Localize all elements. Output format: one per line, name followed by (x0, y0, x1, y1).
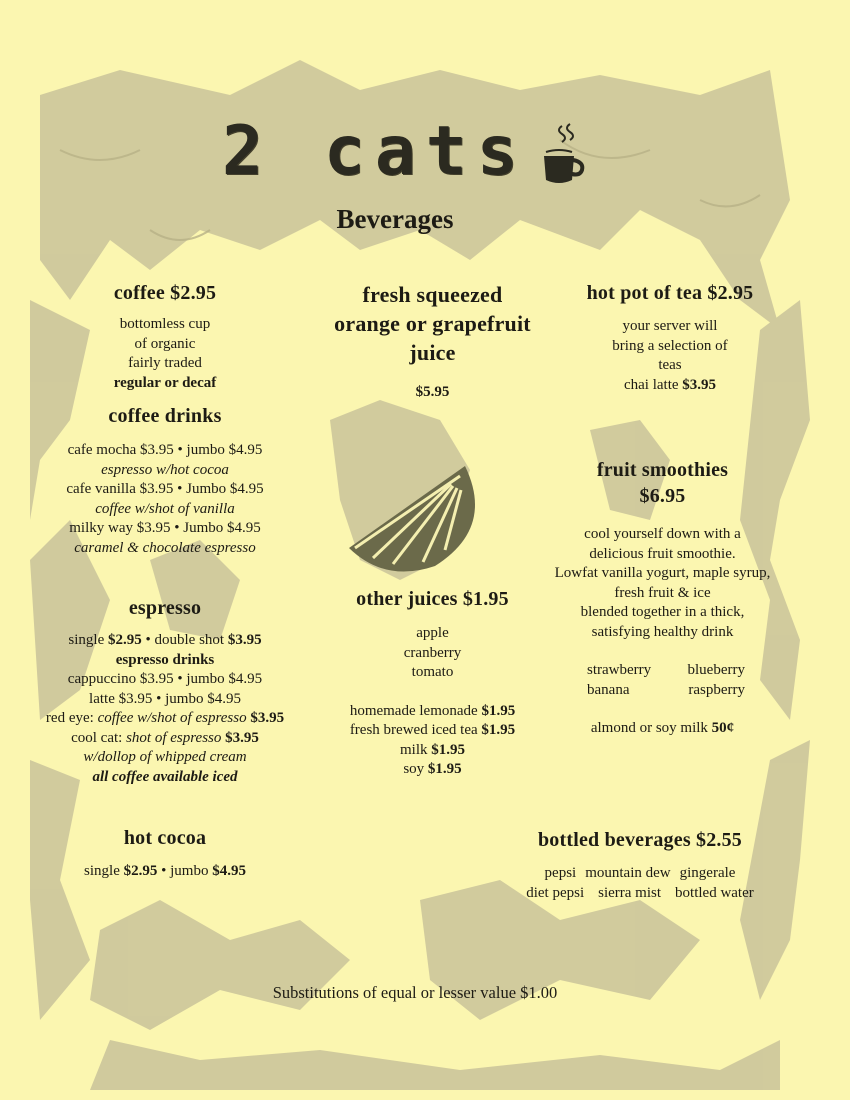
menu-item: diet pepsi (526, 884, 585, 901)
hot-cocoa-section (50, 827, 280, 882)
smoothies-section (540, 457, 785, 739)
menu-line: tomato (411, 664, 454, 680)
bottled-row (500, 884, 780, 904)
bottled-row (500, 864, 780, 884)
menu-line: your server will (622, 318, 718, 334)
menu-note: all coffee available iced (92, 768, 238, 785)
flavor-row (540, 661, 785, 681)
section-title: bottled beverages $2.55 (537, 829, 742, 851)
menu-line: blended together in a thick, (580, 604, 745, 620)
citrus-slice-icon (345, 458, 485, 578)
flavor: strawberry (587, 662, 652, 678)
menu-line: of organic (134, 335, 196, 352)
menu-line: cafe mocha $3.95 • jumbo $4.95 (67, 442, 263, 458)
menu-line: fresh brewed iced tea $1.95 (349, 722, 516, 738)
menu-line: cranberry (403, 644, 462, 661)
menu-line: red eye: coffee w/shot of espresso $3.95 (45, 710, 285, 726)
menu-line: bring a selection of (612, 337, 728, 354)
section-title: fruit smoothies (596, 459, 729, 481)
menu-line: cafe vanilla $3.95 • Jumbo $4.95 (66, 481, 264, 497)
menu-line: fresh fruit & ice (614, 584, 711, 601)
menu-line: milky way $3.95 • Jumbo $4.95 (69, 520, 261, 536)
section-title: hot cocoa (123, 827, 207, 849)
section-title: orange or grapefruit (334, 311, 531, 336)
tea-section (560, 282, 780, 395)
section-title: juice (409, 340, 456, 365)
menu-line: delicious fruit smoothie. (589, 545, 736, 562)
menu-line: chai latte $3.95 (623, 376, 717, 393)
flavor: blueberry (687, 662, 745, 678)
section-title: fresh squeezed (362, 282, 503, 307)
coffee-cup-icon (540, 122, 586, 188)
menu-line: apple (416, 625, 449, 641)
menu-item: mountain dew (585, 865, 671, 881)
menu-line: almond or soy milk 50¢ (590, 720, 735, 736)
menu-line: soy $1.95 (403, 761, 462, 777)
section-title: hot pot of tea $2.95 (586, 282, 754, 304)
menu-line: cool yourself down with a (584, 526, 741, 542)
price: $5.95 (415, 384, 450, 400)
menu-item: bottled water (675, 884, 754, 901)
menu-line: teas (658, 357, 682, 373)
bottled-section (500, 829, 780, 903)
footer-note: Substitutions of equal or lesser value $1.00 (272, 983, 558, 1002)
menu-line: cool cat: shot of espresso $3.95 (71, 729, 259, 746)
section-title: coffee $2.95 (113, 282, 217, 304)
flavor: banana (587, 681, 630, 698)
menu-line: satisfying healthy drink (591, 623, 734, 640)
menu-line: single $2.95 • jumbo $4.95 (84, 863, 246, 879)
menu-line: bottomless cup (119, 316, 211, 332)
menu-description: caramel & chocolate espresso (74, 539, 256, 556)
menu-line: single $2.95 • double shot $3.95 (68, 632, 262, 648)
menu-line: regular or decaf (113, 374, 217, 391)
fresh-juice-section (300, 280, 565, 403)
menu-line: fairly traded (128, 355, 202, 371)
flavor-row (540, 681, 785, 701)
logo-text: 2 cats (222, 112, 528, 191)
menu-item: pepsi (544, 865, 577, 881)
menu-item: gingerale (679, 865, 736, 881)
menu-line: Lowfat vanilla yogurt, maple syrup, (554, 565, 771, 581)
logo (222, 112, 528, 191)
other-juices-section (315, 588, 550, 780)
menu-description: coffee w/shot of vanilla (95, 500, 235, 517)
menu-description: w/dollop of whipped cream (83, 749, 247, 765)
page-title: Beverages (336, 204, 454, 234)
flavor: raspberry (688, 681, 745, 698)
menu-line: latte $3.95 • jumbo $4.95 (89, 690, 241, 707)
section-title: $6.95 (639, 485, 686, 507)
section-title: coffee drinks (108, 405, 222, 427)
menu-line: cappuccino $3.95 • jumbo $4.95 (67, 671, 263, 687)
espresso-section (15, 597, 315, 787)
menu-line: homemade lemonade $1.95 (349, 702, 516, 719)
menu-item: sierra mist (598, 884, 662, 901)
section-title: other juices $1.95 (356, 588, 509, 610)
menu-description: espresso w/hot cocoa (101, 461, 229, 478)
coffee-drinks-section (30, 405, 300, 558)
menu-line: milk $1.95 (399, 741, 465, 758)
menu-subheading: espresso drinks (115, 651, 215, 668)
coffee-section (55, 282, 275, 393)
section-title: espresso (128, 597, 202, 619)
